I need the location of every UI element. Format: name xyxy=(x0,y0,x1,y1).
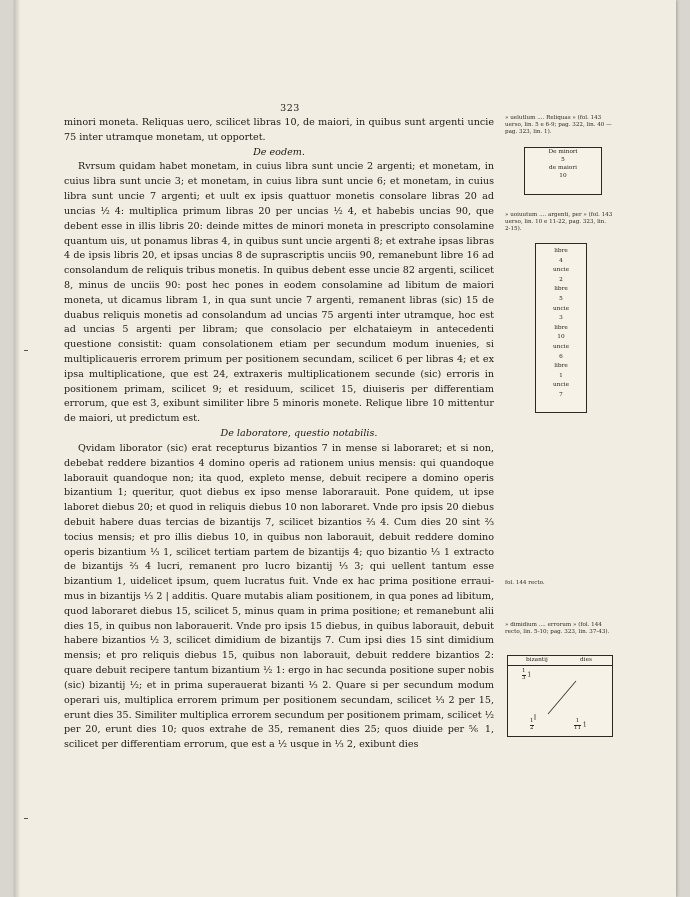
page-number: 323 xyxy=(280,103,300,114)
numerator: 1 xyxy=(575,718,580,724)
margin-diagram xyxy=(507,655,613,737)
margin-tick xyxy=(24,818,28,819)
box-cell: libre xyxy=(554,248,568,254)
box-cell: 5 xyxy=(559,295,563,302)
box-cell: 1 xyxy=(559,372,563,379)
diagram-lines xyxy=(508,656,612,736)
margin-table-1 xyxy=(524,147,602,195)
margin-table-2 xyxy=(535,243,587,413)
margin-note: » uoiuutum .... argenti, per » (fol. 143 uerso, lin. 10 e 11-22, pag. 323, lin. 2-15). xyxy=(505,212,613,233)
box-cell: 10 xyxy=(557,334,565,341)
denominator: 11 xyxy=(574,724,581,731)
folio-note: fol. 144 recto. xyxy=(505,580,545,586)
integer: 1 xyxy=(527,671,532,679)
fraction xyxy=(530,719,534,731)
box-cell: 2 xyxy=(559,276,563,283)
box-cell: libre xyxy=(554,363,568,370)
box-cell: 3 xyxy=(559,315,563,322)
box-cell: 10 xyxy=(559,173,567,179)
section-heading: De eodem. xyxy=(253,146,305,158)
box-cell: De minori xyxy=(548,149,578,155)
body-paragraph: Rvrsum quidam habet monetam, in cuius libra sunt uncie 2 argenti; et monetam, in cuius libra sunt uncie 3; et monetam, in cuius libra sunt uncie 6; et monetam, in cuius libra sunt uncie 7 argenti; et uult ex ipsis quattuor monetis consolare libras 20 ad uncias ½ 4: multiplica primum libras 20 per uncias ½ 4, et habebis uncias 90, que debent esse in illis libris 20: deinde mittes de minori moneta in prescripto consolamine quantum uis, ut ponamus libras 4, in quibus sunt uncie argenti 8; et extrahe ipsas libras 4 de ipsis libris 20, et ipsas uncias 8 de suprascriptis unciis 90, remanebunt libre 16 ad consolandum de reliquis tribus monetis. In quibus debent esse uncie 82 argenti, scilicet 8, minus de unciis 90: post hec pones in eodem consolamine ad libitum de maiori moneta, ut dicamus libram 1, in qua sunt uncie 7 argenti, remanent libras (sic) 15 de duabus reliquis monetis ad consolandum ad uncias 75 argenti inter utramque, hoc est ad uncias 5 argenti per libram; que consolacio per elchataieym in antecedenti questione consistit: quam consolationem etiam per secundum modum inuenies, si multiplicaueris errorem primum per positionem secundam, scilicet 6 per libras 4; et ex ipsa multiplicatione, que est 24, extraxeris multiplicationem secunde (sic) erroris in positionem primam, scilicet 9; et residuum, scilicet 15, diuiseris per differentiam errorum, que est 3, exibunt similiter libre 5 minoris monete. Relique libre 10 mittentur de maiori, ut predictum est. xyxy=(64,161,494,425)
diagram-header-right: dies xyxy=(580,657,592,663)
box-cell: uncie xyxy=(553,382,569,389)
box-cell: 5 xyxy=(561,157,565,163)
fraction xyxy=(574,719,581,731)
diagram-bottom-right xyxy=(574,719,587,731)
denominator: 2 xyxy=(530,724,534,731)
integer: 1 xyxy=(582,721,587,729)
diagram-header-left: bizantij xyxy=(526,657,548,663)
numerator: 1 xyxy=(522,668,526,674)
numerator: 1 xyxy=(530,718,534,724)
main-text xyxy=(64,116,494,753)
margin-note: » uelutlum .... Reliquas » (fol. 143 uerso, lin. 5 e 6-9; pag. 322, lin. 40 — pag. 323, lin. 1). xyxy=(505,115,612,136)
section-heading: De laboratore, questio notabilis. xyxy=(220,428,378,440)
box-cell: 6 xyxy=(559,353,563,360)
binding-edge xyxy=(14,0,20,897)
denominator: 3 xyxy=(522,674,526,681)
box-cell: uncie xyxy=(553,267,569,274)
box-cell: 4 xyxy=(559,257,563,264)
diagram-bottom-left xyxy=(530,719,534,731)
box-cell: libre xyxy=(554,324,568,331)
box-cell: uncie xyxy=(553,305,569,312)
box-cell: libre xyxy=(554,286,568,293)
margin-tick xyxy=(24,350,28,351)
margin-note: » dimidium .... errorum » (fol. 144 recto, lin. 5-10; pag. 323, lin. 37-43). xyxy=(505,622,610,636)
body-paragraph: minori moneta. Reliquas uero, scilicet libras 10, de maiori, in quibus sunt argenti uncie 75 inter utramque monetam, ut opportet. xyxy=(64,117,494,143)
box-cell: de maiori xyxy=(549,165,577,171)
box-cell: 7 xyxy=(559,391,563,398)
body-paragraph: Qvidam liborator (sic) erat recepturus bizantios 7 in mense si laboraret; et si non, debebat reddere bizantios 4 domino operis ad rationem unius mensis: qui quandoque laborauit quandoque non; ita quod, expleto mense, debuit recipere a domino operis bizantium 1; queritur, quot diebus ex ipso mense laborarauit. Pone quidem, ut ipse laboret diebus 20; et quod in reliquis diebus 10 non laboraret. Vnde pro ipsis 20 diebus debuit habere duas tercias de bizantijs 7, scilicet bizantios ⅔ 4. Cum dies 20 sint ⅔ tocius mensis; et pro illis diebus 10, in quibus non laborauit, debuit reddere domino operis bizantium ⅓ 1, scilicet tertiam partem de bizantijs 4; quo bizantio ⅓ 1 extracto de bizantijs ⅔ 4 lucri, remanent pro lucro bizantij ⅓ 3; qui uellent tantum esse bizantium 1, uidelicet ipsum, quem lucratus fuit. Vnde ex hac prima positione errauimus in bizantijs ⅓ 2 | additis. Quare mutabis aliam positionem, in qua pones ad libitum, quod laboraret diebus 15, scilicet 5, minus quam in prima positione; et remanebunt alii dies 15, in quibus non laborauerit. Vnde pro ipsis 15 diebus, in quibus laborauit, debuit habere bizantios ½ 3, scilicet dimidium de bizantijs 7. Cum ipsi dies 15 sint dimidium mensis; et pro reliquis diebus 15, quibus non laborauit, debuit reddere bizantios 2: quare debuit recipere tantum bizantium ½ 1: ergo in hac secunda positione super nobis (sic) bizantij ½; et in prima superauerat bizanti ⅓ 2. Quare si per secundum modum operari uis, multiplica errorem primum per positionem secundam, scilicet ⅓ 2 per 15, erunt dies 35. Similiter multiplica errorem secundum per positionem primam, scilicet ½ per 20, erunt dies 10; quos extrahe de 35, remanent dies 25; quos diuide per ⅚ 1, scilicet per differentiam errorum, que est a ½ usque in ⅓ 2, exibunt dies xyxy=(64,442,494,751)
box-cell: uncie xyxy=(553,343,569,350)
